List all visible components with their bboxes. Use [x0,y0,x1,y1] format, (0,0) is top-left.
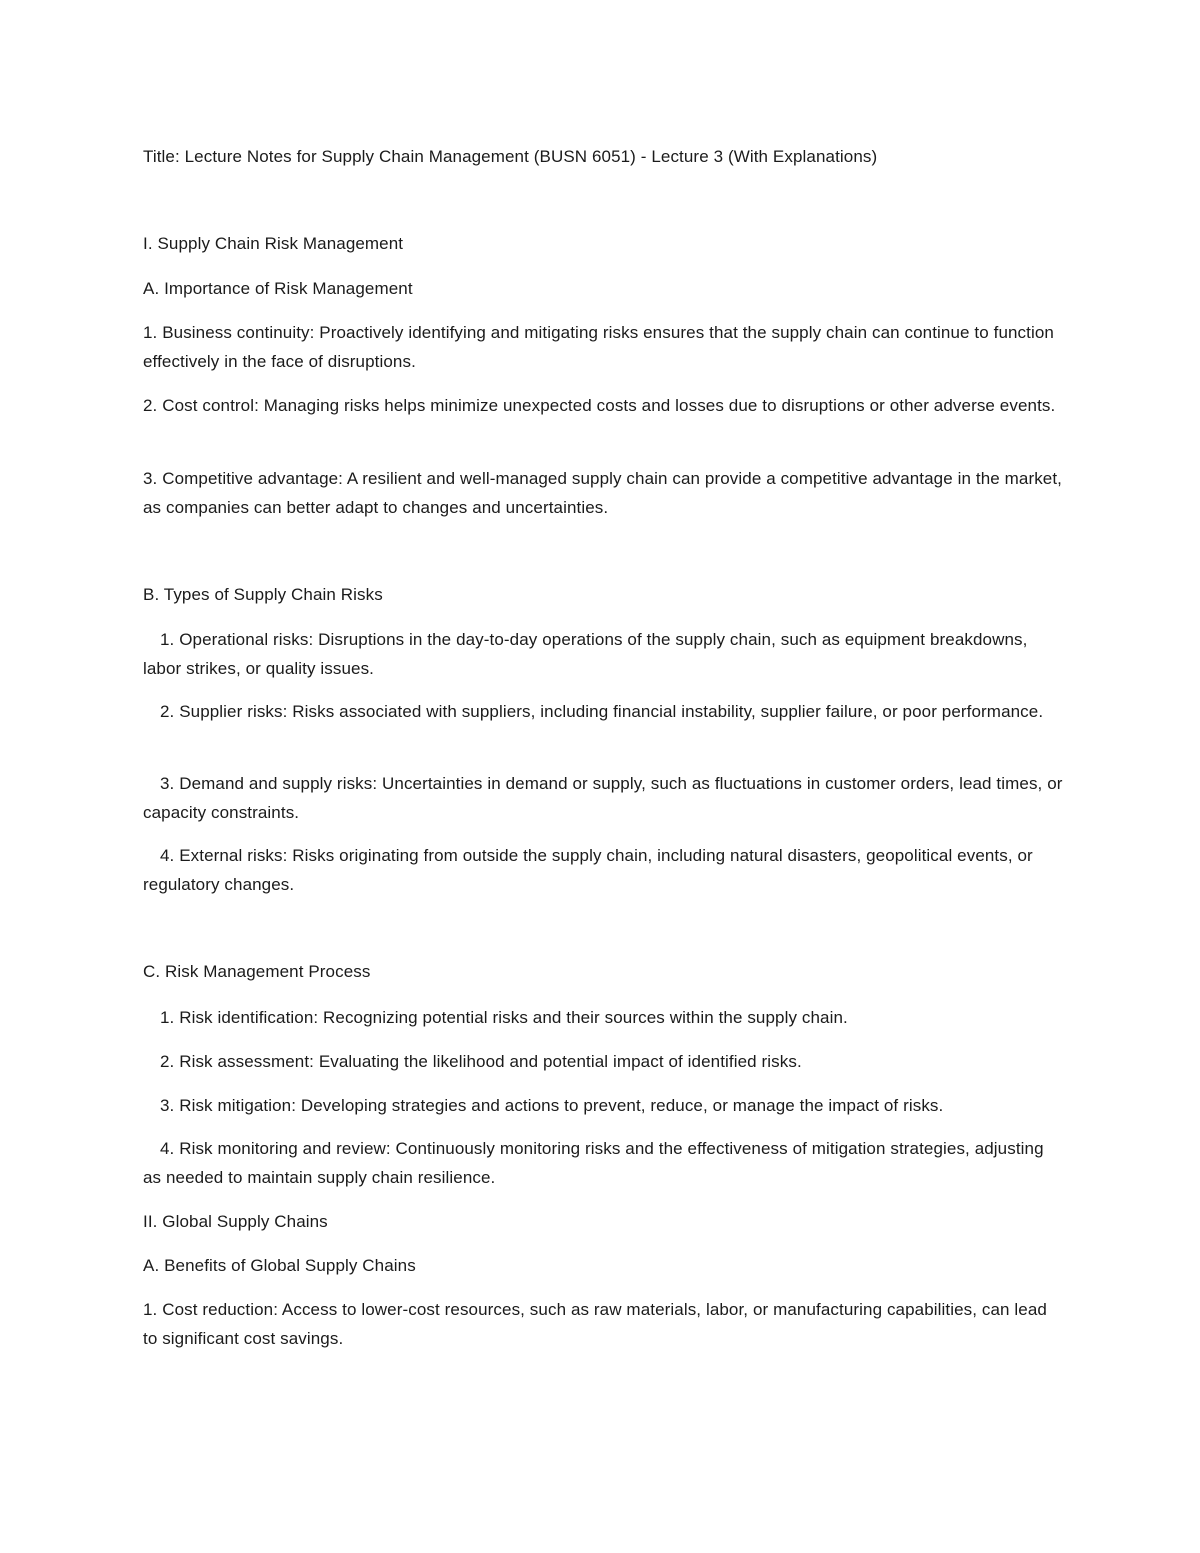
list-item: 2. Cost control: Managing risks helps minimize unexpected costs and losses due to disruptions or other adverse events. [143,396,1056,415]
subsection-2a-heading: A. Benefits of Global Supply Chains [143,1256,416,1275]
list-item: 3. Competitive advantage: A resilient and well-managed supply chain can provide a competitive advantage in the market, as companies can better adapt to changes and uncertainties. [143,469,1062,517]
subsection-1c-heading: C. Risk Management Process [143,962,371,981]
list-item: 1. Cost reduction: Access to lower-cost resources, such as raw materials, labor, or manufacturing capabilities, can lead to significant cost savings. [143,1300,1047,1348]
list-item: 2. Supplier risks: Risks associated with suppliers, including financial instability, supplier failure, or poor performance. [160,702,1044,721]
list-item: 3. Risk mitigation: Developing strategies and actions to prevent, reduce, or manage the impact of risks. [160,1096,944,1115]
list-item: 4. External risks: Risks originating from outside the supply chain, including natural disasters, geopolitical events, or regulatory changes. [143,846,1033,894]
list-item: 1. Business continuity: Proactively identifying and mitigating risks ensures that the supply chain can continue to function effectively in the face of disruptions. [143,323,1054,371]
list-item: 3. Demand and supply risks: Uncertainties in demand or supply, such as fluctuations in customer orders, lead times, or capacity constraints. [143,774,1063,822]
subsection-1a-heading: A. Importance of Risk Management [143,279,413,298]
list-item: 4. Risk monitoring and review: Continuously monitoring risks and the effectiveness of mitigation strategies, adjusting as needed to maintain supply chain resilience. [143,1139,1044,1187]
list-item: 1. Risk identification: Recognizing potential risks and their sources within the supply chain. [160,1008,848,1027]
document-title: Title: Lecture Notes for Supply Chain Management (BUSN 6051) - Lecture 3 (With Explanations) [143,147,878,166]
list-item: 1. Operational risks: Disruptions in the day-to-day operations of the supply chain, such as equipment breakdowns, labor strikes, or quality issues. [143,630,1028,678]
section-1-heading: I. Supply Chain Risk Management [143,234,404,253]
list-item: 2. Risk assessment: Evaluating the likelihood and potential impact of identified risks. [160,1052,802,1071]
section-2-heading: II. Global Supply Chains [143,1212,328,1231]
subsection-1b-heading: B. Types of Supply Chain Risks [143,585,383,604]
